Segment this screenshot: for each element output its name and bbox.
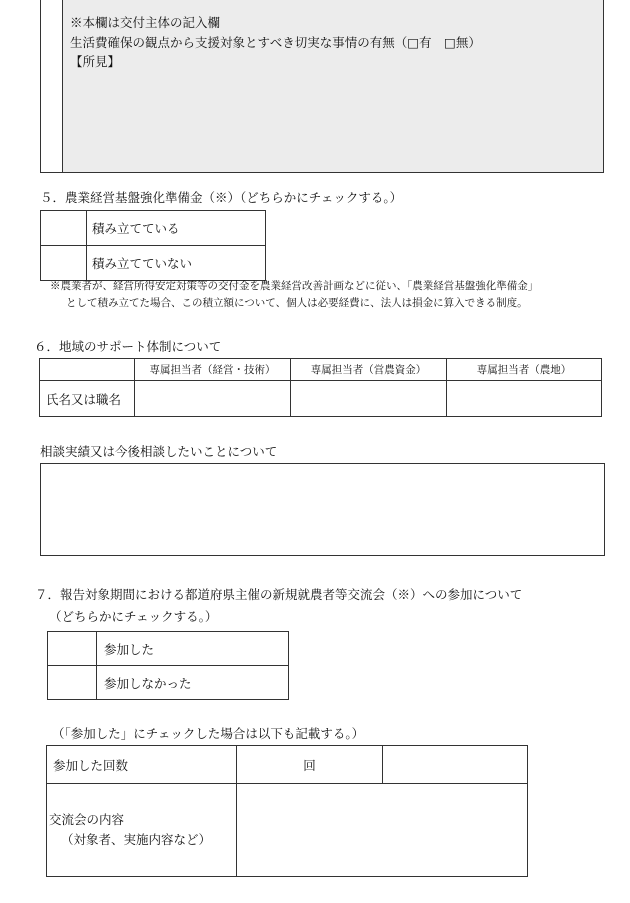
- top-left-margin-line: [40, 0, 41, 172]
- checkbox-cell[interactable]: [48, 666, 97, 700]
- option-not-reserved: 積み立てていない: [87, 246, 266, 281]
- checkbox-cell[interactable]: [41, 246, 87, 281]
- input-management[interactable]: [135, 381, 291, 417]
- office-use-note: ※本欄は交付主体の記入欄: [70, 15, 221, 30]
- column-header-management: 専属担当者（経営・技術）: [135, 359, 291, 381]
- support-table-corner: [40, 359, 135, 381]
- column-header-finance: 専属担当者（営農資金）: [291, 359, 447, 381]
- count-label: 参加した回数: [47, 746, 237, 784]
- section7-options-table: [47, 631, 289, 700]
- consult-textbox[interactable]: [40, 463, 605, 556]
- section5-options-table: [40, 210, 266, 281]
- count-input[interactable]: 回: [237, 746, 383, 784]
- support-table: [39, 358, 602, 417]
- content-input[interactable]: [237, 784, 528, 877]
- section5-heading: ５．農業経営基盤強化準備金（※）（どちらかにチェックする。）: [40, 190, 403, 205]
- exchange-table: [46, 745, 528, 877]
- option-not-attended: 参加しなかった: [97, 666, 289, 700]
- living-cost-check: 生活費確保の観点から支援対象とすべき切実な事情の有無（□有 □無）: [70, 35, 481, 50]
- section5-note-line2: として積み立てた場合、この積立額について、個人は必要経費に、法人は損金に算入できる制度。: [66, 297, 528, 309]
- section6-heading: ６．地域のサポート体制について: [34, 339, 222, 354]
- consult-label: 相談実績又は今後相談したいことについて: [40, 444, 278, 459]
- input-finance[interactable]: [291, 381, 447, 417]
- count-extra-cell: [383, 746, 528, 784]
- checkbox-cell[interactable]: [48, 632, 97, 666]
- input-farmland[interactable]: [447, 381, 602, 417]
- section5-note-line1: ※農業者が、経営所得安定対策等の交付金を農業経営改善計画などに従い、「農業経営基盤強化準備金」: [50, 280, 539, 292]
- content-label: 交流会の内容: [49, 812, 125, 827]
- row-label-name: 氏名又は職名: [40, 381, 135, 417]
- content-label-sub: （対象者、実施内容など）: [61, 832, 212, 847]
- section7-subheading: （どちらかにチェックする。）: [49, 609, 218, 624]
- findings-label: 【所見】: [70, 54, 121, 69]
- section7-heading: ７．報告対象期間における都道府県主催の新規就農者等交流会（※）への参加について: [35, 587, 523, 602]
- content-label-cell: [47, 784, 237, 877]
- option-attended: 参加した: [97, 632, 289, 666]
- column-header-farmland: 専属担当者（農地）: [447, 359, 602, 381]
- option-reserved: 積み立てている: [87, 211, 266, 246]
- section7-note: （「参加した」にチェックした場合は以下も記載する。）: [52, 726, 365, 741]
- checkbox-cell[interactable]: [41, 211, 87, 246]
- top-bottom-line-left: [40, 172, 62, 173]
